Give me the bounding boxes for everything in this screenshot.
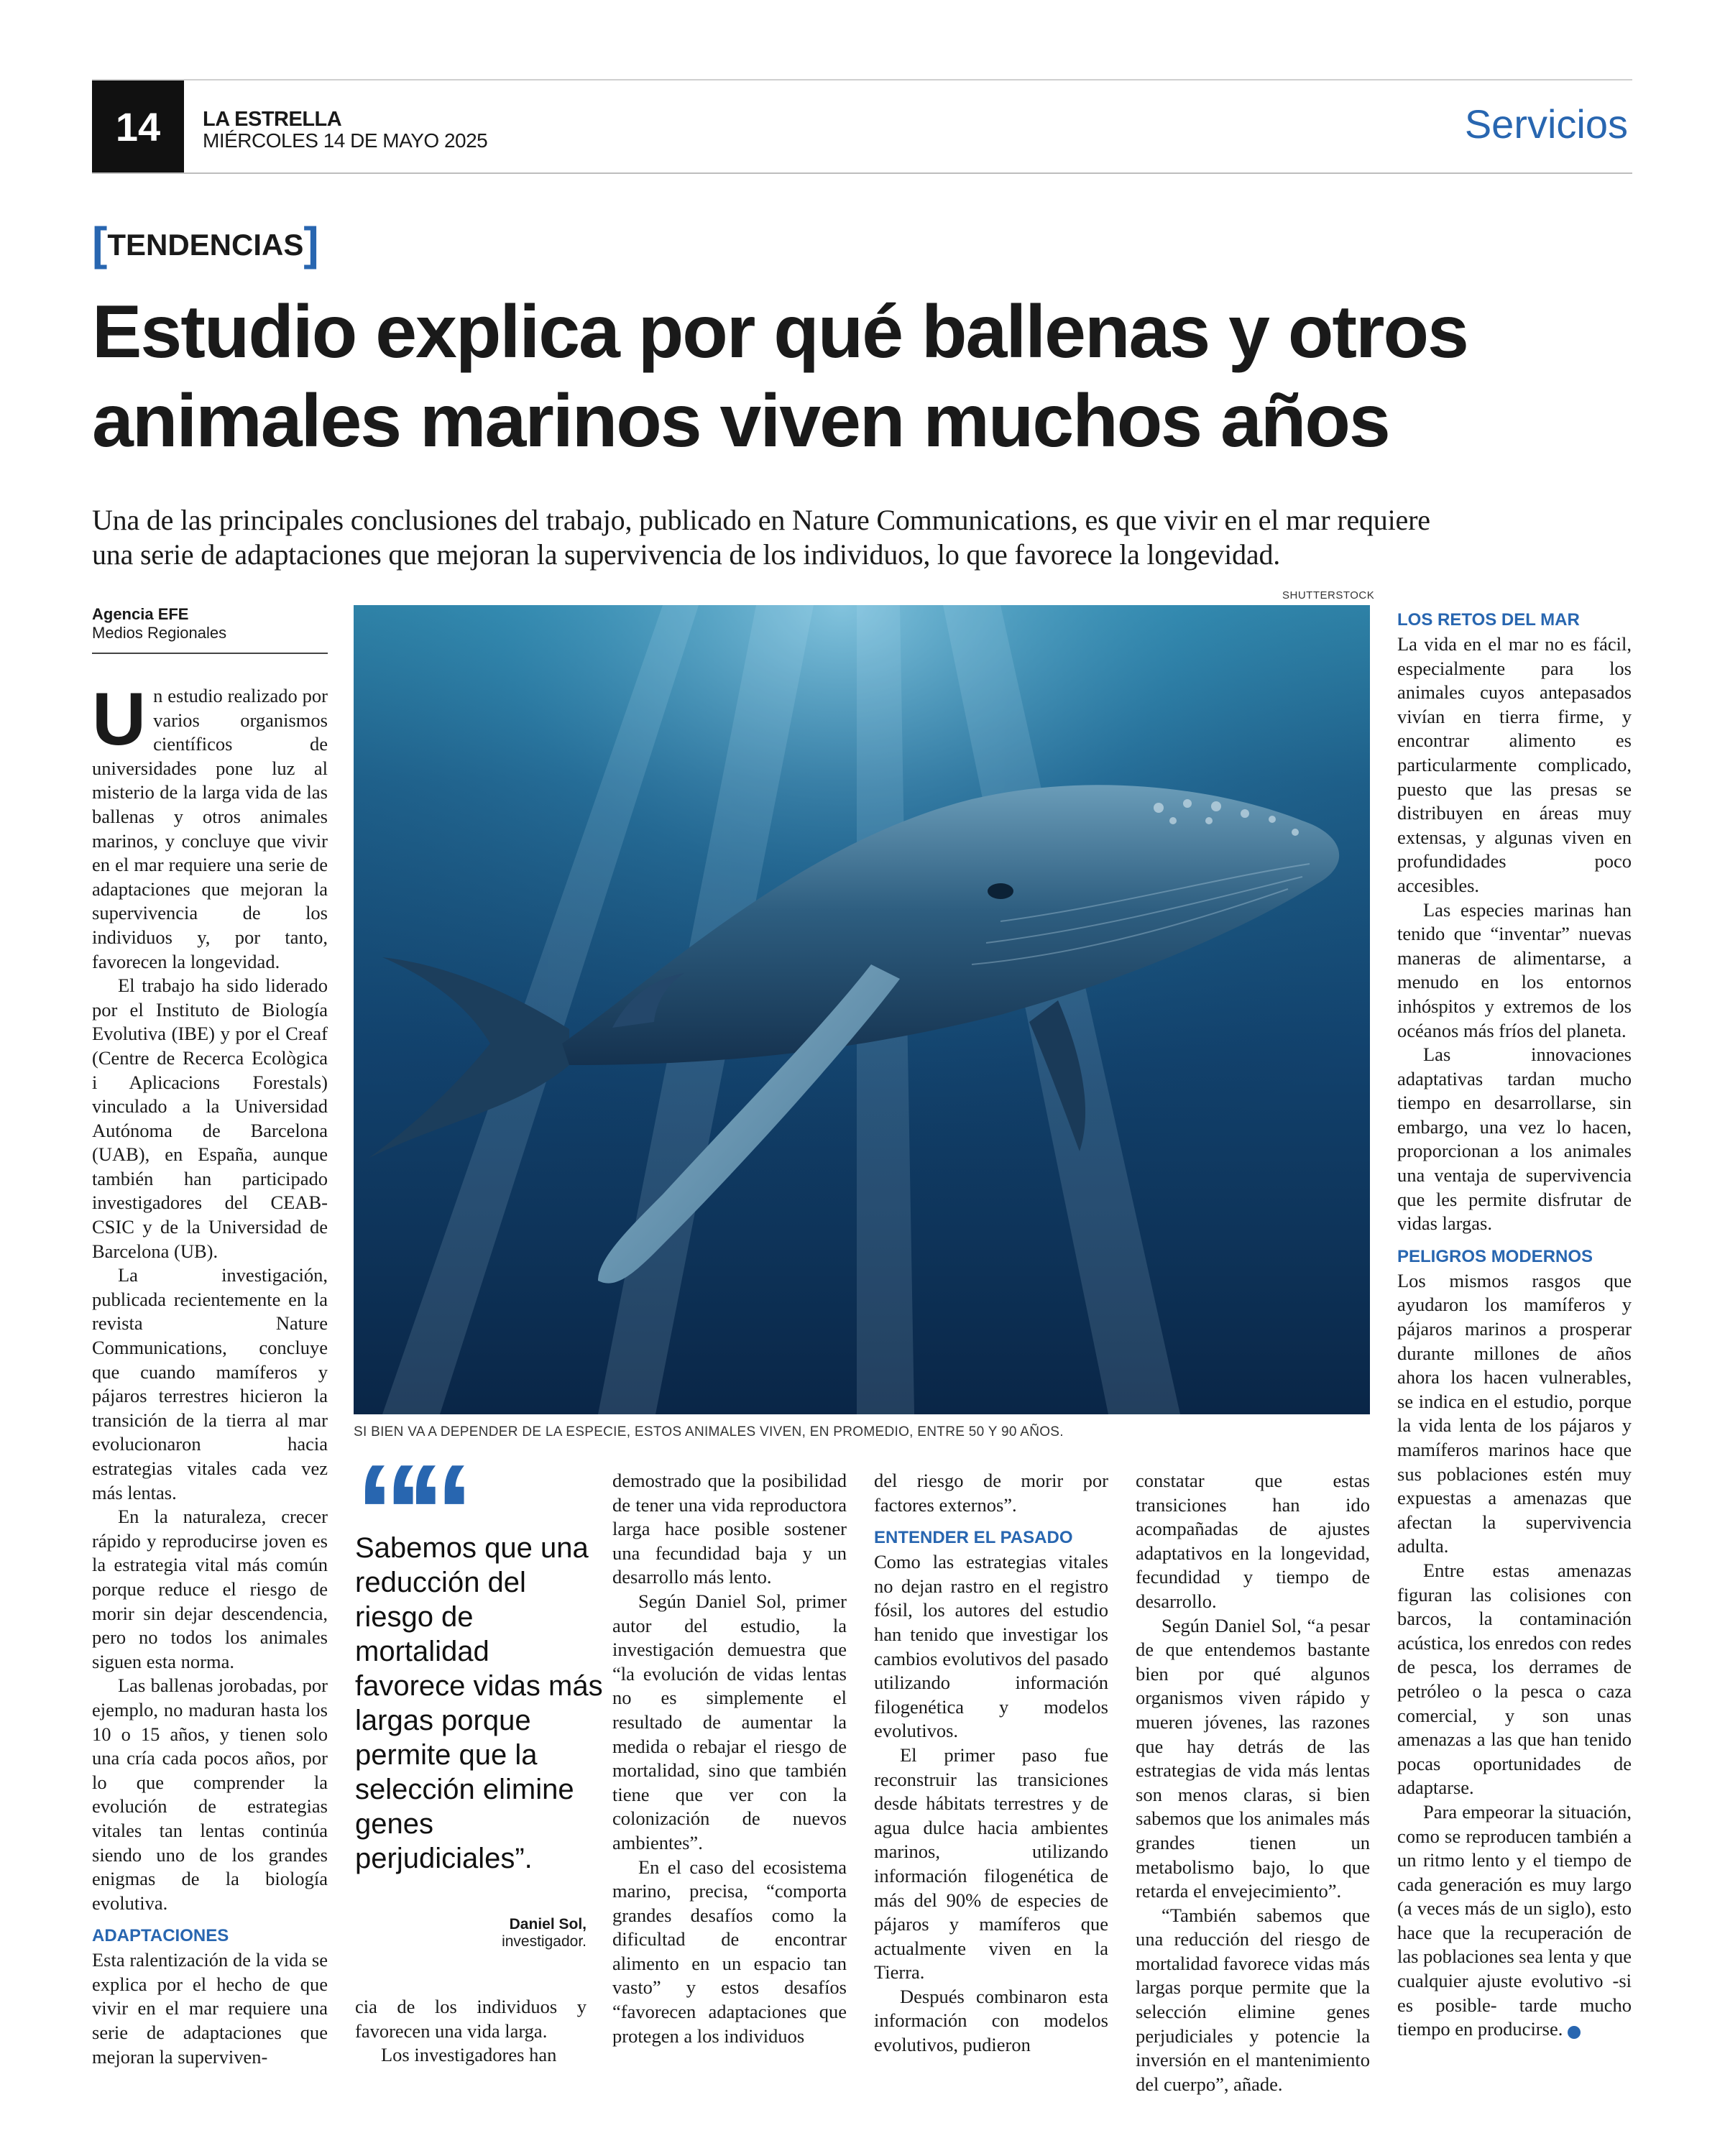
publication-name: LA ESTRELLA (203, 108, 342, 131)
whale-photo (354, 605, 1370, 1414)
end-of-article-icon: ✪ (1568, 2026, 1581, 2039)
paragraph: El trabajo ha sido liderado por el Instituto de Biología Evolutiva (IBE) y por el Creaf (Centre de Recerca Ecològica i Aplicacions Forestals) vinculado a la Universidad Autónoma de Barcelona (UAB), en España, aunque también han participado investigadores del CEAB-CSIC y de la Universidad de Barcelona (UB). (92, 975, 328, 1262)
paragraph-text: n estudio realizado por varios organismos científicos de universidades pone luz al misterio de la larga vida de las ballenas y otros animales marinos, y concluye que vivir en el mar requiere una serie de adaptaciones que mejoran la supervivencia de los individuos y, por tanto, favorecen la longevidad. (92, 685, 328, 972)
whale-eye (988, 883, 1013, 899)
paragraph: El primer paso fue reconstruir las transiciones desde hábitats terrestres y de agua dulce hacia ambientes marinos, utilizando información filogenética de más del 90% de especies de pájaros y mamíferos que actualmente viven en la Tierra. (874, 1743, 1108, 1984)
paragraph: del riesgo de morir por factores externos”. (874, 1470, 1108, 1516)
paragraph: La vida en el mar no es fácil, especialmente para los animales cuyos antepasados vivían en tierra firme, y encontrar alimento es particularmente complicado, puesto que las presas se distribuyen en áreas muy extensas, y algunas viven en profundidades poco accesibles. (1397, 633, 1632, 896)
publication-date: MIÉRCOLES 14 DE MAYO 2025 (203, 129, 488, 152)
kicker-label: TENDENCIAS (107, 228, 304, 262)
paragraph: Las especies marinas han tenido que “inventar” nuevas maneras de alimentarse, a menudo en los entornos inhóspitos y extremos de los océanos más fríos del planeta. (1397, 898, 1632, 1041)
paragraph: Las ballenas jorobadas, por ejemplo, no maduran hasta los 10 o 15 años, y tienen solo una cría cada pocos años, por lo que comprender la evolución de estrategias vitales tan lentas continúa siendo uno de los grandes enigmas de la biología evolutiva. (92, 1674, 328, 1914)
paragraph (1397, 1800, 1632, 2042)
paragraph: demostrado que la posibilidad de tener una vida reproductora larga hace posible sostener una fecundidad baja y un desarrollo más lento. (612, 1470, 847, 1588)
paragraph: La investigación, publicada recientemente en la revista Nature Communications, concluye que cuando mamíferos y pájaros terrestres hicieron la transición de la tierra al mar evolucionaron hacia estrategias vitales cada vez más lentas. (92, 1264, 328, 1503)
pull-quote-attribution (446, 1916, 586, 1950)
photo-caption: SI BIEN VA A DEPENDER DE LA ESPECIE, ESTOS ANIMALES VIVEN, EN PROMEDIO, ENTRE 50 Y 90 AÑOS. (354, 1424, 1064, 1439)
headline (92, 287, 1644, 466)
whale-illustration (354, 605, 1370, 1414)
subheading-entender-el-pasado: ENTENDER EL PASADO (874, 1528, 1073, 1548)
paragraph: Las innovaciones adaptativas tardan mucho tiempo en desarrollarse, sin embargo, una vez lo hacen, proporcionan a los animales una ventaja de supervivencia que les permite disfrutar de vidas largas. (1397, 1044, 1632, 1235)
page-number: 14 (92, 80, 184, 172)
byline-organization: Medios Regionales (92, 624, 227, 642)
paragraph: Según Daniel Sol, “a pesar de que entendemos bastante bien por qué algunos organismos viven rápido y mueren jóvenes, las razones que hay detrás de las estrategias de vida más lentas son menos claras, si bien sabemos que los animales más grandes tienen un metabolismo bajo, lo que retarda el envejecimiento”. (1136, 1614, 1370, 1902)
paragraph: Los investigadores han (381, 2044, 557, 2066)
subheading-adaptaciones: ADAPTACIONES (92, 1926, 229, 1946)
body-column-4 (874, 1469, 1108, 2058)
body-column-6 (1397, 609, 1632, 2042)
paragraph: En la naturaleza, crecer rápido y reproducirse joven es la estrategia vital más común porque reduce el riesgo de morir sin dejar descendencia, pero no todos los animales siguen esta norma. (92, 1506, 328, 1672)
paragraph: cia de los individuos y favorecen una vida larga. (355, 1996, 586, 2042)
paragraph: Como las estrategias vitales no dejan rastro en el registro fósil, los autores del estudio han tenido que investigar los cambios evolutivos del pasado utilizando información filogenética y modelos evolutivos. (874, 1551, 1108, 1742)
paragraph: Después combinaron esta información con modelos evolutivos, pudieron (874, 1985, 1108, 2056)
deck (92, 503, 1637, 572)
drop-cap: U (92, 678, 147, 761)
paragraph: Según Daniel Sol, primer autor del estudio, la investigación demuestra que “la evolución de vidas lentas no es simplemente el resultado de aumentar la medida o rebajar el riesgo de mortalidad, sino que también tiene que ver con la colonización de nuevos ambientes”. (612, 1590, 847, 1853)
paragraph: Entre estas amenazas figuran las colisiones con barcos, la contaminación acústica, los enredos con redes de pesca, los derrames de petróleo o la pesca o caza comercial, y son unas amenazas a las que han tenido pocas oportunidades de adaptarse. (1397, 1559, 1632, 1799)
headline-line-1: Estudio explica por qué ballenas y otros (92, 290, 1468, 374)
kicker (92, 217, 319, 270)
paragraph: Los mismos rasgos que ayudaron los mamíferos y pájaros marinos a prosperar durante millones de años ahora los hacen vulnerables, se indica en el estudio, porque la vida lenta de los pájaros y mamíferos marinos hace que sus poblaciones estén muy expuestas a amenazas que afectan la supervivencia adulta. (1397, 1269, 1632, 1557)
header-bottom-rule (92, 172, 1632, 174)
paragraph: En el caso del ecosistema marino, precisa, “comporta grandes desafíos como la dificultad de encontrar alimento en un espacio tan vasto” y estos desafíos “favorecen adaptaciones que protegen a los individuos (612, 1856, 847, 2047)
photo-credit: SHUTTERSTOCK (1282, 589, 1375, 602)
pull-quote: Sabemos que una reducción del riesgo de mortalidad favorece vidas más largas porque permite que la selección elimine genes perjudiciales”. (355, 1532, 603, 1874)
headline-line-2: animales marinos viven muchos años (92, 379, 1389, 463)
section-name: Servicios (1464, 101, 1628, 147)
quote-mark-glyph: “ (355, 1437, 406, 1589)
paragraph (92, 678, 328, 974)
paragraph: Esta ralentización de la vida se explica por el hecho de que vivir en el mar requiere una serie de adaptaciones que mejoran la superviven- (92, 1949, 328, 2068)
pull-quote-author-role: investigador. (502, 1933, 586, 1950)
quote-mark-glyph: “ (406, 1437, 457, 1589)
paragraph: constatar que estas transiciones han ido acompañadas de ajustes adaptativos en la longevidad, fecundidad y tiempo de desarrollo. (1136, 1470, 1370, 1612)
kicker-bracket-right: ] (303, 218, 319, 270)
paragraph: “También sabemos que una reducción del riesgo de mortalidad favorece vidas más largas porque permite que la selección elimine genes perjudiciales y potencie la inversión en el mantenimiento del cuerpo”, añade. (1136, 1904, 1370, 2095)
kicker-bracket-left: [ (92, 218, 108, 270)
subheading-los-retos-del-mar: LOS RETOS DEL MAR (1397, 610, 1580, 630)
body-column-3 (612, 1469, 847, 2048)
byline-rule (92, 653, 328, 654)
byline-author: Agencia EFE (92, 605, 189, 623)
paragraph-text: Para empeorar la situación, como se reproducen también a un ritmo lento y el tiempo de cada generación es muy largo (a veces más de un siglo), esto hace que la recuperación de las poblaciones sea lenta y que cualquier ajuste evolutivo -si es posible- tarde mucho tiempo en producirse. (1397, 1800, 1632, 2040)
deck-line-1: Una de las principales conclusiones del trabajo, publicado en Nature Communications, es que vivir en el mar requiere (92, 504, 1430, 536)
pull-quote-author: Daniel Sol, (509, 1916, 586, 1932)
subheading-peligros-modernos: PELIGROS MODERNOS (1397, 1246, 1593, 1266)
deck-line-2: una serie de adaptaciones que mejoran la supervivencia de los individuos, lo que favorece la longevidad. (92, 538, 1281, 571)
body-column-2 (355, 1995, 586, 2068)
body-column-5 (1136, 1469, 1370, 2096)
body-column-1 (92, 678, 328, 2069)
header-top-rule (92, 79, 1632, 80)
